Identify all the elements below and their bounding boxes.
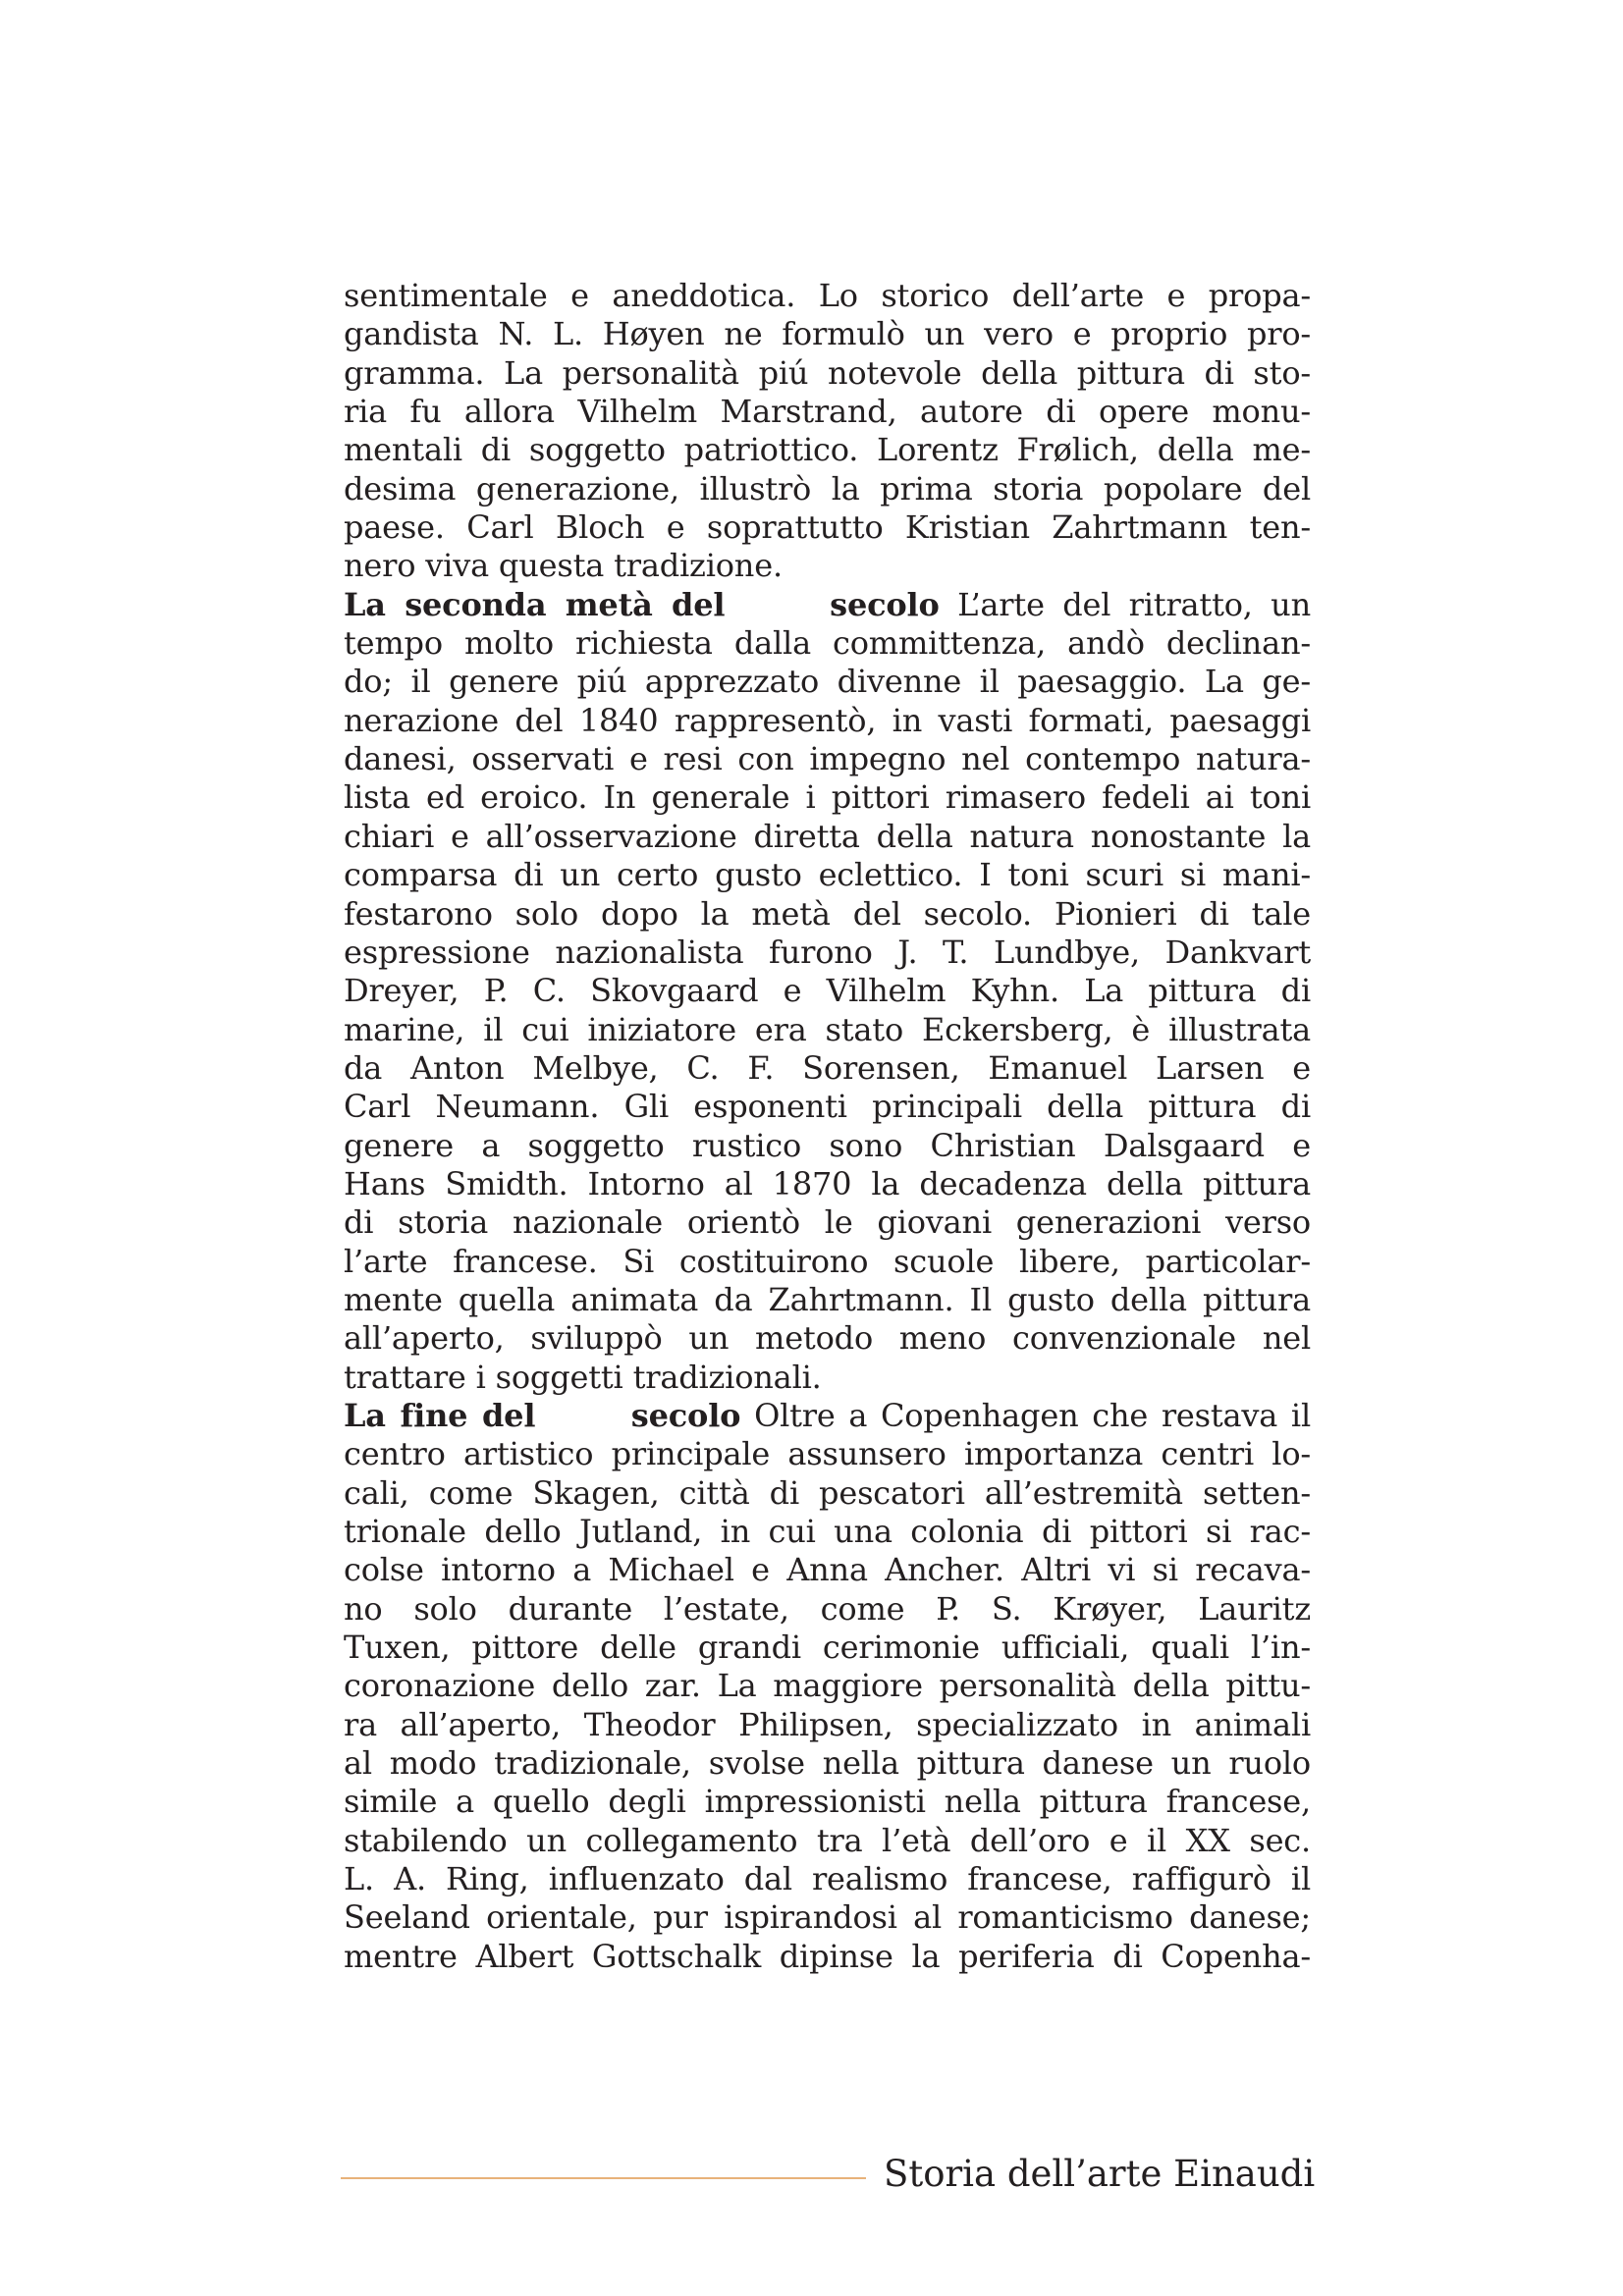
text-line: genere a soggetto rustico sono Christian Dalsgaard e: [344, 1126, 1311, 1164]
section-heading-line: [344, 586, 1311, 624]
text-line: trattare i soggetti tradizionali.: [344, 1358, 822, 1396]
body-text: [344, 277, 1311, 1976]
section-heading-start: La seconda metà del: [344, 585, 726, 623]
text-line: gramma. La personalità piú notevole della pittura di sto-: [344, 353, 1311, 392]
text-line: marine, il cui iniziatore era stato Eckersberg, è illustrata: [344, 1010, 1311, 1048]
text-line: L. A. Ring, influenzato dal realismo francese, raffigurò il: [344, 1860, 1311, 1898]
text-line: di storia nazionale orientò le giovani generazioni verso: [344, 1203, 1311, 1242]
section-heading-end: secolo: [630, 1396, 741, 1434]
text-line: ria fu allora Vilhelm Marstrand, autore di opere monu-: [344, 393, 1311, 431]
text-line: paese. Carl Bloch e soprattutto Kristian Zahrtmann ten-: [344, 508, 1311, 547]
text-line: trionale dello Jutland, in cui una colonia di pittori si rac-: [344, 1513, 1311, 1550]
text-line: Dreyer, P. C. Skovgaard e Vilhelm Kyhn. La pittura di: [344, 972, 1311, 1010]
text-line: espressione nazionalista furono J. T. Lundbye, Dankvart: [344, 933, 1311, 971]
footer-publication-title: Storia dell’arte Einaudi: [884, 2153, 1316, 2195]
text-line: l’arte francese. Si costituirono scuole libere, particolar-: [344, 1242, 1311, 1280]
text-line: simile a quello degli impressionisti nella pittura francese,: [344, 1783, 1311, 1821]
text-line: stabilendo un collegamento tra l’età dell’oro e il XX sec.: [344, 1821, 1311, 1859]
text-line: centro artistico principale assunsero importanza centri lo-: [344, 1435, 1311, 1473]
text-line: coronazione dello zar. La maggiore personalità della pittu-: [344, 1667, 1311, 1705]
text-line: comparsa di un certo gusto eclettico. I toni scuri si mani-: [344, 856, 1311, 894]
text-line: lista ed eroico. In generale i pittori rimasero fedeli ai toni: [344, 778, 1311, 817]
text-line: festarono solo dopo la metà del secolo. Pionieri di tale: [344, 894, 1311, 933]
text-line: desima generazione, illustrò la prima storia popolare del: [344, 469, 1311, 507]
text-line: mente quella animata da Zahrtmann. Il gusto della pittura: [344, 1280, 1311, 1318]
text-line: tempo molto richiesta dalla committenza, andò declinan-: [344, 624, 1311, 663]
text-line: nerazione del 1840 rappresentò, in vasti formati, paesaggi: [344, 701, 1311, 739]
text-line: danesi, osservati e resi con impegno nel contempo natura-: [344, 740, 1311, 778]
text-run: Oltre a Copenhagen che restava il: [754, 1396, 1311, 1434]
text-line: gandista N. L. Høyen ne formulò un vero e proprio pro-: [344, 315, 1311, 353]
text-line: colse intorno a Michael e Anna Ancher. Altri vi si recava-: [344, 1551, 1311, 1589]
text-line: Tuxen, pittore delle grandi cerimonie ufficiali, quali l’in-: [344, 1629, 1311, 1667]
section-heading-line: [344, 1397, 1311, 1435]
text-line: sentimentale e aneddotica. Lo storico dell’arte e propa-: [344, 277, 1311, 314]
text-line: cali, come Skagen, città di pescatori all’estremità setten-: [344, 1473, 1311, 1512]
text-line: Seeland orientale, pur ispirandosi al romanticismo danese;: [344, 1898, 1311, 1937]
text-line: no solo durante l’estate, come P. S. Krøyer, Lauritz: [344, 1589, 1311, 1628]
text-line: al modo tradizionale, svolse nella pittura danese un ruolo: [344, 1744, 1311, 1783]
text-line: ra all’aperto, Theodor Philipsen, specializzato in animali: [344, 1705, 1311, 1743]
text-line: Carl Neumann. Gli esponenti principali della pittura di: [344, 1088, 1311, 1126]
section-heading-start: La fine del: [344, 1396, 536, 1434]
text-line: Hans Smidth. Intorno al 1870 la decadenza della pittura: [344, 1164, 1311, 1202]
section-heading-end: secolo: [830, 585, 940, 623]
text-line: chiari e all’osservazione diretta della natura nonostante la: [344, 817, 1311, 855]
text-line: da Anton Melbye, C. F. Sorensen, Emanuel Larsen e: [344, 1048, 1311, 1087]
text-line: mentre Albert Gottschalk dipinse la periferia di Copenha-: [344, 1937, 1311, 1975]
text-line: mentali di soggetto patriottico. Lorentz Frølich, della me-: [344, 431, 1311, 469]
text-line: all’aperto, sviluppò un metodo meno convenzionale nel: [344, 1319, 1311, 1358]
text-line: do; il genere piú apprezzato divenne il paesaggio. La ge-: [344, 663, 1311, 701]
text-line: nero viva questa tradizione.: [344, 547, 783, 585]
footer-divider: [341, 2177, 866, 2179]
text-run: L’arte del ritratto, un: [957, 585, 1311, 623]
